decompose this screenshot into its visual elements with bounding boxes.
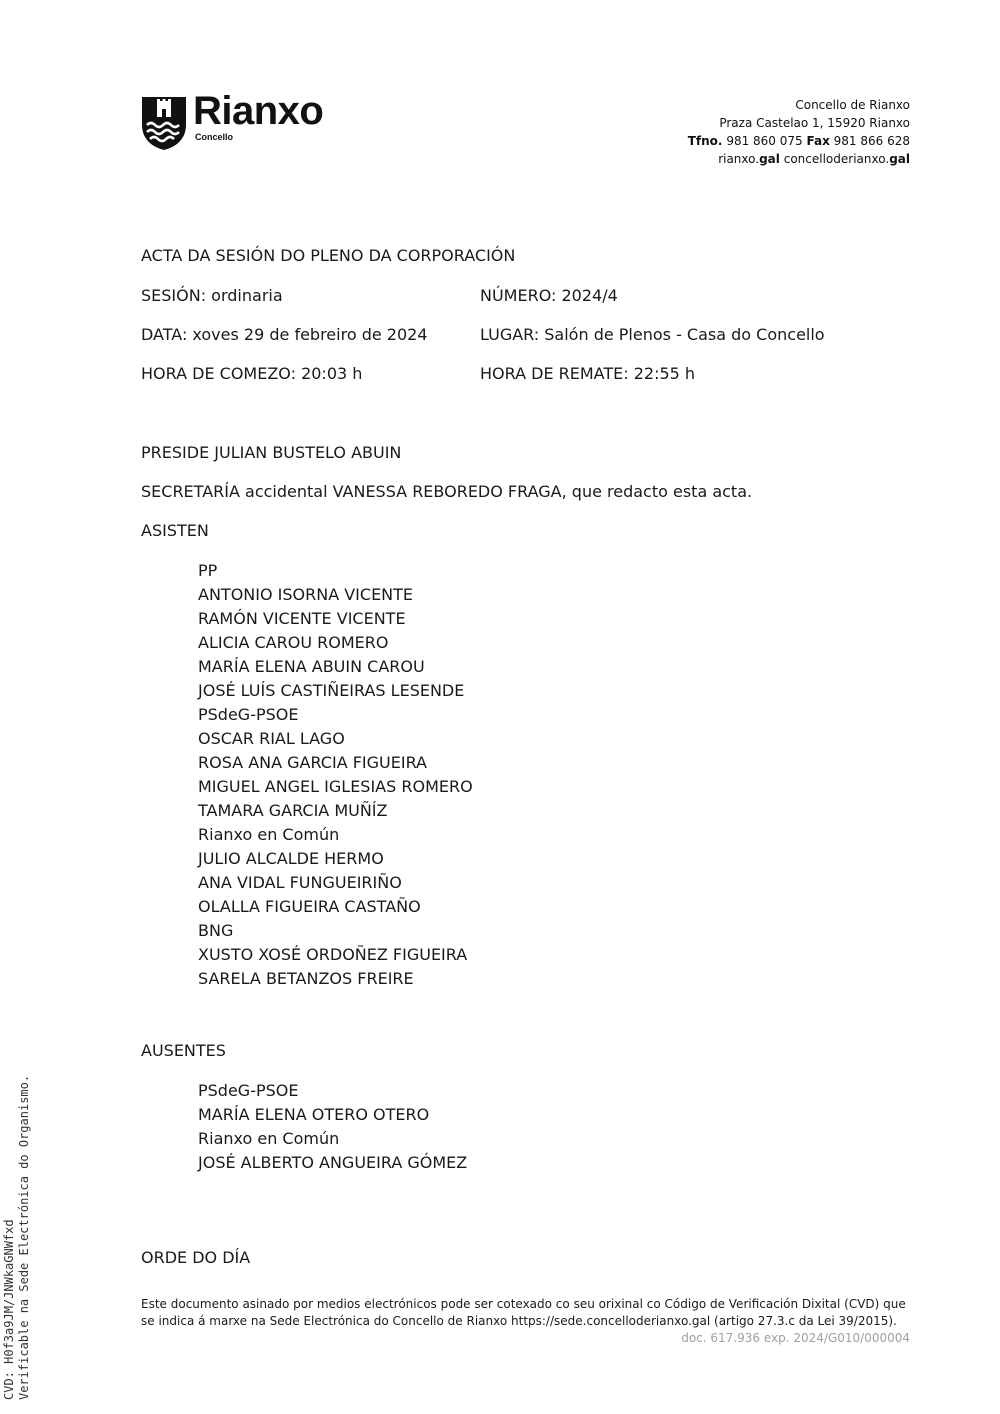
contact-block — [688, 96, 910, 168]
list-item: RAMÓN VICENTE VICENTE — [198, 609, 406, 628]
list-item: MARÍA ELENA OTERO OTERO — [198, 1105, 430, 1124]
fax-value: 981 866 628 — [833, 134, 910, 148]
preside-line: PRESIDE JULIAN BUSTELO ABUIN — [141, 443, 402, 462]
list-item: BNG — [198, 921, 234, 940]
castle-waves-shield-icon — [141, 95, 187, 151]
session-date: DATA: xoves 29 de febreiro de 2024 — [141, 325, 428, 344]
list-item: PSdeG-PSOE — [198, 1081, 299, 1100]
session-number: NÚMERO: 2024/4 — [480, 286, 618, 305]
web2-link[interactable]: concelloderianxo.gal — [783, 152, 910, 166]
cvd-verification: Verificable na Sede Electrónica do Organismo. — [17, 1074, 31, 1400]
absentees-heading: AUSENTES — [141, 1041, 226, 1060]
contact-org: Concello de Rianxo — [795, 98, 910, 112]
contact-web — [688, 150, 910, 168]
list-item: MIGUEL ANGEL IGLESIAS ROMERO — [198, 777, 473, 796]
acta-title: ACTA DA SESIÓN DO PLENO DA CORPORACIÓN — [141, 246, 516, 265]
end-time: HORA DE REMATE: 22:55 h — [480, 364, 696, 383]
cvd-code: CVD: H0f3a9JM/JNWkaGNWfxd — [2, 1219, 16, 1400]
list-item: PP — [198, 561, 218, 580]
concello-logo — [141, 89, 361, 153]
web1-link[interactable]: rianxo.gal — [718, 152, 780, 166]
list-item: JULIO ALCALDE HERMO — [198, 849, 384, 868]
absentees-list — [198, 1079, 467, 1175]
list-item: JOSÉ ALBERTO ANGUEIRA GÓMEZ — [198, 1153, 468, 1172]
tel-label: Tfno. — [687, 134, 723, 148]
list-item: ROSA ANA GARCIA FIGUEIRA — [198, 753, 427, 772]
list-item: TAMARA GARCIA MUÑÍZ — [198, 801, 388, 820]
attendees-list — [198, 559, 473, 991]
list-item: XUSTO XOSÉ ORDOÑEZ FIGUEIRA — [198, 945, 468, 964]
contact-address: Praza Castelao 1, 15920 Rianxo — [719, 116, 910, 130]
contact-phone-fax — [688, 132, 910, 150]
fax-label: Fax — [806, 134, 830, 148]
start-time: HORA DE COMEZO: 20:03 h — [141, 364, 363, 383]
cvd-margin — [2, 1075, 32, 1400]
document-reference: doc. 617.936 exp. 2024/G010/000004 — [681, 1331, 910, 1345]
list-item: Rianxo en Común — [198, 1129, 340, 1148]
list-item: Rianxo en Común — [198, 825, 340, 844]
agenda-heading: ORDE DO DÍA — [141, 1248, 251, 1267]
session-type: SESIÓN: ordinaria — [141, 286, 283, 305]
list-item: JOSÉ LUÍS CASTIÑEIRAS LESENDE — [198, 681, 465, 700]
verification-note: Este documento asinado por medios electrónicos pode ser cotexado co seu orixinal co Código de Verificación Dixital (CVD) que se indica á marxe na Sede Electrónica do Concello de Rianxo https://sede.concelloderianxo.gal (artigo 27.3.c da Lei 39/2015). — [141, 1297, 906, 1328]
list-item: SARELA BETANZOS FREIRE — [198, 969, 414, 988]
secretary-line: SECRETARÍA accidental VANESSA REBOREDO FRAGA, que redacto esta acta. — [141, 482, 753, 501]
session-place: LUGAR: Salón de Plenos - Casa do Concello — [480, 325, 825, 344]
list-item: OLALLA FIGUEIRA CASTAÑO — [198, 897, 421, 916]
list-item: ANA VIDAL FUNGUEIRIÑO — [198, 873, 402, 892]
list-item: OSCAR RIAL LAGO — [198, 729, 345, 748]
list-item: ALICIA CAROU ROMERO — [198, 633, 389, 652]
logo-subtitle: Concello — [195, 132, 234, 142]
logo-name: Rianxo — [193, 89, 324, 133]
list-item: PSdeG-PSOE — [198, 705, 299, 724]
tel-value: 981 860 075 — [726, 134, 803, 148]
list-item: ANTONIO ISORNA VICENTE — [198, 585, 414, 604]
list-item: MARÍA ELENA ABUIN CAROU — [198, 657, 425, 676]
attendees-heading: ASISTEN — [141, 521, 209, 540]
